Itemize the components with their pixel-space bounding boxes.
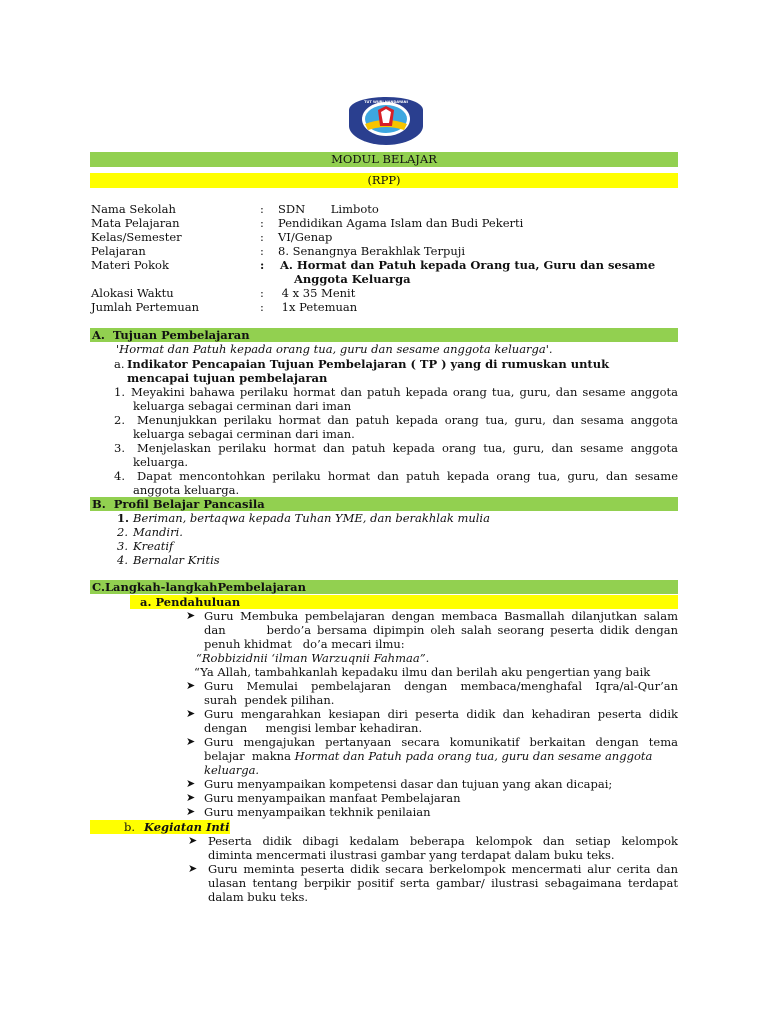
- indikator-heading-cont: mencapai tujuan pembelajaran: [127, 371, 328, 385]
- list-item-cont: [204, 749, 678, 763]
- list-number: 3.: [114, 441, 125, 455]
- list-item-cont: keluarga.: [133, 455, 189, 469]
- list-item: Guru Membuka pembelajaran dengan membaca Basmallah dilanjutkan salam: [204, 609, 678, 623]
- list-item: Menjelaskan perilaku hormat dan patuh kepada orang tua, guru, dan sesame anggota: [137, 441, 678, 455]
- arrow-bullet-icon: ➤: [188, 834, 198, 847]
- logo-ring-text: TUT WURI HANDAYANI: [364, 100, 408, 104]
- list-item-cont: keluarga.: [204, 763, 260, 777]
- title-bar: [90, 152, 678, 167]
- list-item-cont: diminta mencermati ilustrasi gambar yang terdapat dalam buku teks.: [208, 848, 615, 862]
- arrow-bullet-icon: ➤: [186, 805, 196, 818]
- info-sep: :: [260, 258, 265, 272]
- list-item-cont: keluarga sebagai cerminan dari iman.: [133, 427, 355, 441]
- list-number: 4.: [117, 553, 128, 567]
- list-item-cont: dengan mengisi lembar kehadiran.: [204, 721, 423, 735]
- list-number: 2.: [117, 525, 128, 539]
- subtitle-bar: [90, 173, 678, 188]
- section-a-heading: A. Tujuan Pembelajaran: [92, 328, 250, 342]
- list-item: Guru menyampaikan kompetensi dasar dan tujuan yang akan dicapai;: [204, 777, 613, 791]
- info-sep: :: [260, 244, 264, 258]
- section-a-quote: 'Hormat dan Patuh kepada orang tua, guru dan sesame anggota keluarga'.: [116, 342, 553, 356]
- info-label: Nama Sekolah: [91, 202, 176, 216]
- list-item: Kreatif: [133, 539, 174, 553]
- info-label: Kelas/Semester: [91, 230, 182, 244]
- info-label: Mata Pelajaran: [91, 216, 180, 230]
- info-sep: :: [260, 216, 264, 230]
- list-item-cont: ulasan tentang berpikir positif serta gambar/ ilustrasi sebagaimana terdapat: [208, 876, 678, 890]
- section-c-heading: C.Langkah-langkahPembelajaran: [92, 580, 306, 594]
- list-item: Mandiri.: [133, 525, 183, 539]
- list-item-cont: anggota keluarga.: [133, 483, 240, 497]
- info-sep: :: [260, 286, 264, 300]
- indikator-prefix: a.: [114, 357, 125, 371]
- list-item-cont: dalam buku teks.: [208, 890, 309, 904]
- list-item-cont-text: belajar makna: [204, 749, 295, 763]
- arrow-bullet-icon: ➤: [186, 777, 196, 790]
- section-b-heading: B. Profil Belajar Pancasila: [92, 497, 265, 511]
- list-number: 2.: [114, 413, 125, 427]
- list-item: Guru menyampaikan tekhnik penilaian: [204, 805, 431, 819]
- info-value: A. Hormat dan Patuh kepada Orang tua, Guru dan sesame: [280, 258, 656, 272]
- list-item-cont: penuh khidmat do’a mecari ilmu:: [204, 637, 405, 651]
- doa-meaning: “Ya Allah, tambahkanlah kepadaku ilmu dan berilah aku pengertian yang baik: [194, 665, 651, 679]
- doa-arabic: “Robbizidnii ‘ilman Warzuqnii Fahmaa”.: [196, 651, 430, 665]
- page-title: MODUL BELAJAR: [331, 152, 437, 166]
- pendahuluan-header: [130, 595, 678, 609]
- list-item: Meyakini bahawa perilaku hormat dan patuh kepada orang tua, guru, dan sesame anggota: [131, 385, 678, 399]
- list-item: Bernalar Kritis: [133, 553, 220, 567]
- pendahuluan-heading: a. Pendahuluan: [140, 595, 241, 609]
- arrow-bullet-icon: ➤: [186, 679, 196, 692]
- info-sep: :: [260, 230, 264, 244]
- info-sep: :: [260, 300, 264, 314]
- list-item: Guru mengajukan pertanyaan secara komunikatif berkaitan dengan tema: [204, 735, 678, 749]
- arrow-bullet-icon: ➤: [186, 609, 196, 622]
- list-item-cont: keluarga sebagai cerminan dari iman: [133, 399, 352, 413]
- info-value: 8. Senangnya Berakhlak Terpuji: [278, 244, 465, 258]
- inti-header: [90, 820, 230, 834]
- info-value: 4 x 35 Menit: [278, 286, 356, 300]
- inti-heading: Kegiatan Inti: [144, 820, 230, 834]
- list-item: Beriman, bertaqwa kepada Tuhan YME, dan berakhlak mulia: [133, 511, 490, 525]
- info-value: VI/Genap: [278, 230, 333, 244]
- arrow-bullet-icon: ➤: [186, 707, 196, 720]
- list-item: Menunjukkan perilaku hormat dan patuh kepada orang tua, guru, dan sesama anggota: [137, 413, 678, 427]
- info-label: Alokasi Waktu: [91, 286, 174, 300]
- inti-prefix: b.: [124, 820, 136, 834]
- list-number: 3.: [117, 539, 128, 553]
- indikator-heading: Indikator Pencapaian Tujuan Pembelajaran ( TP ) yang di rumuskan untuk: [127, 357, 610, 371]
- list-number: 4.: [114, 469, 125, 483]
- arrow-bullet-icon: ➤: [186, 791, 196, 804]
- list-item: Guru meminta peserta didik secara berkelompok mencermati alur cerita dan: [208, 862, 678, 876]
- info-label: Materi Pokok: [91, 258, 169, 272]
- list-item-cont: surah pendek pilihan.: [204, 693, 335, 707]
- page-subtitle: (RPP): [367, 173, 401, 187]
- section-c-header: [90, 580, 678, 594]
- arrow-bullet-icon: ➤: [188, 862, 198, 875]
- list-number: 1.: [117, 511, 130, 525]
- list-item: Guru Memulai pembelajaran dengan membaca/menghafal Iqra/al-Qur’an: [204, 679, 678, 693]
- info-value: Pendidikan Agama Islam dan Budi Pekerti: [278, 216, 524, 230]
- list-number: 1.: [114, 385, 125, 399]
- list-item: Peserta didik dibagi kedalam beberapa kelompok dan setiap kelompok: [208, 834, 678, 848]
- info-value-cont: Anggota Keluarga: [294, 272, 411, 286]
- list-item: Guru mengarahkan kesiapan diri peserta didik dan kehadiran peserta didik: [204, 707, 678, 721]
- section-b-header: [90, 497, 678, 511]
- info-sep: :: [260, 202, 264, 216]
- list-item-cont-italic: Hormat dan Patuh pada orang tua, guru dan sesame anggota: [294, 749, 653, 763]
- section-a-header: [90, 328, 678, 342]
- info-label: Jumlah Pertemuan: [91, 300, 200, 314]
- list-item-cont: dan berdo’a bersama dipimpin oleh salah seorang peserta didik dengan: [204, 623, 678, 637]
- info-value: 1x Petemuan: [278, 300, 358, 314]
- info-value: SDN Limboto: [278, 202, 379, 216]
- list-item: Guru menyampaikan manfaat Pembelajaran: [204, 791, 461, 805]
- info-label: Pelajaran: [91, 244, 146, 258]
- arrow-bullet-icon: ➤: [186, 735, 196, 748]
- list-item: Dapat mencontohkan perilaku hormat dan patuh kepada orang tua, guru, dan sesame: [137, 469, 678, 483]
